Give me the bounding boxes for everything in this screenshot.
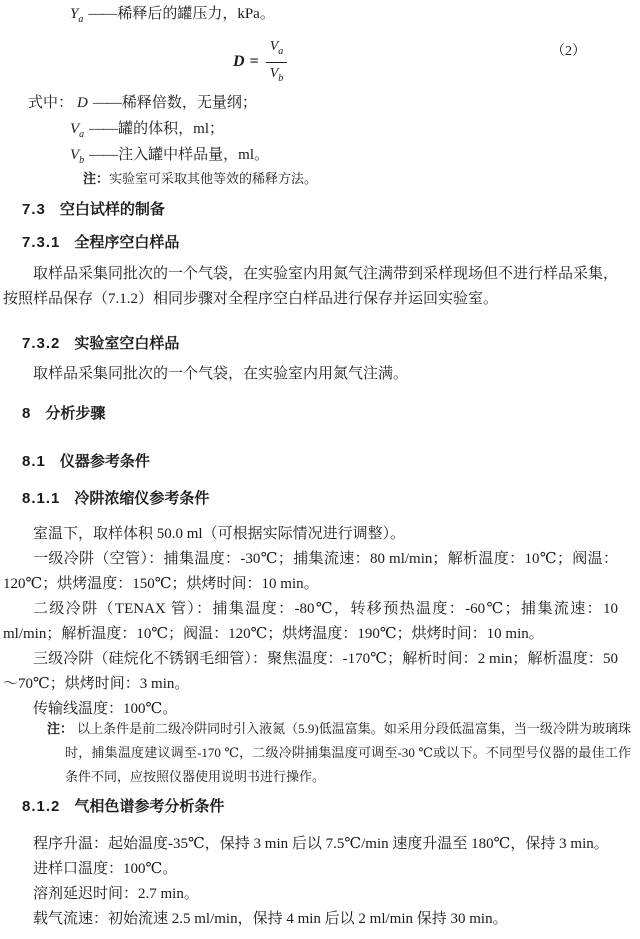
paragraph-trap1: 一级冷阱（空管）：捕集温度：-30℃；捕集流速：80 ml/min；解析温度：10℃；阀温：120℃；烘烤温度：150℃；烘烤时间：10 min。 [3, 551, 618, 592]
paragraph-carrier-gas: 载气流速：初始流速 2.5 ml/min，保持 4 min 后以 2 ml/min 保持 30 min。 [33, 911, 508, 927]
variable-va-description: 罐的体积，ml； [118, 121, 225, 137]
heading-title: 气相色谱参考分析条件 [74, 798, 225, 815]
formula-lhs: D [233, 53, 245, 71]
heading-title: 分析步骤 [45, 405, 106, 422]
variable-definition-ya [70, 2, 275, 32]
paragraph-trap3: 三级冷阱（硅烷化不锈钢毛细管）：聚焦温度：-170℃；解析时间：2 min；解析温度：50～70℃；烘烤时间：3 min。 [3, 651, 618, 692]
note-cryofocusing [47, 717, 631, 789]
variable-d: D [77, 95, 88, 111]
variable-ya-description: 稀释后的罐压力，kPa。 [117, 6, 275, 22]
note-text: 以上条件是前二级冷阱同时引入液氮（5.9)低温富集。如采用分段低温富集，当一级冷阱为玻璃珠时，捕集温度建议调至-170 ℃，二级冷阱捕集温度可调至-30 ℃或以下。不同型号仪器的最佳工作条件不同，应按照仪器使用说明书进行操作。 [65, 721, 631, 784]
heading-number: 7.3.2 [22, 335, 61, 352]
section-heading-7-3-2 [22, 331, 179, 356]
paragraph-solvent-delay: 溶剂延迟时间：2.7 min。 [33, 886, 199, 902]
note-dilution [83, 168, 317, 190]
heading-number: 8.1.2 [22, 798, 61, 815]
heading-title: 冷阱浓缩仪参考条件 [74, 490, 210, 507]
em-dash: —— [89, 121, 118, 137]
where-label: 式中： [28, 95, 74, 111]
formula-fraction [266, 36, 288, 89]
heading-number: 8.1.1 [22, 490, 61, 507]
paragraph-trap2: 二级冷阱（TENAX 管）：捕集温度：-80℃，转移预热温度：-60℃；捕集流速：10 ml/min；解析温度：10℃；阀温：120℃；烘烤温度：190℃；烘烤时间：10 min。 [3, 601, 618, 642]
heading-number: 8 [22, 405, 32, 422]
variable-vb: $V_b$ [70, 147, 85, 166]
paragraph-7-3-2: 取样品采集同批次的一个气袋，在实验室内用氮气注满。 [33, 366, 409, 382]
paragraph-transfer-line: 传输线温度：100℃。 [33, 701, 178, 717]
fraction-denominator: $V_b$ [269, 65, 284, 84]
heading-title: 仪器参考条件 [59, 453, 150, 470]
equation-number: （2） [551, 44, 586, 59]
em-dash: —— [88, 6, 117, 22]
formula-equals: = [249, 53, 259, 71]
heading-number: 7.3 [22, 201, 46, 218]
heading-title: 空白试样的制备 [59, 201, 165, 218]
heading-number: 8.1 [22, 453, 46, 470]
section-heading-8-1-1 [22, 486, 209, 511]
variable-va: $V_a$ [70, 121, 85, 140]
section-heading-7-3-1 [22, 230, 179, 255]
variable-ya: $Y_a$ [70, 6, 84, 25]
section-heading-8-1-2 [22, 794, 224, 819]
variable-d-description: 稀释倍数，无量纲； [121, 95, 257, 111]
paragraph-gc-ramp: 程序升温：起始温度-35℃，保持 3 min 后以 7.5℃/min 速度升温至 180℃，保持 3 min。 [33, 836, 609, 852]
paragraph-inlet-temp: 进样口温度：100℃。 [33, 861, 178, 877]
em-dash: —— [92, 95, 121, 111]
fraction-numerator: $V_a$ [266, 36, 288, 63]
variable-vb-description: 注入罐中样品量，ml。 [118, 147, 270, 163]
note-label: 注： [83, 171, 110, 186]
note-label: 注： [47, 721, 74, 736]
section-heading-8-1 [22, 449, 150, 474]
section-heading-7-3 [22, 197, 165, 222]
em-dash: —— [89, 147, 118, 163]
paragraph-7-3-1: 取样品采集同批次的一个气袋，在实验室内用氮气注满带到采样现场但不进行样品采集，按照样品保存（7.1.2）相同步骤对全程序空白样品进行保存并运回实验室。 [3, 266, 619, 307]
paragraph-sample-volume: 室温下，取样体积 50.0 ml（可根据实际情况进行调整）。 [33, 526, 406, 542]
section-heading-8 [22, 401, 105, 426]
heading-title: 实验室空白样品 [74, 335, 180, 352]
dilution-formula [233, 36, 287, 89]
note-text: 实验室可采取其他等效的稀释方法。 [109, 171, 318, 186]
heading-number: 7.3.1 [22, 234, 61, 251]
heading-title: 全程序空白样品 [74, 234, 180, 251]
